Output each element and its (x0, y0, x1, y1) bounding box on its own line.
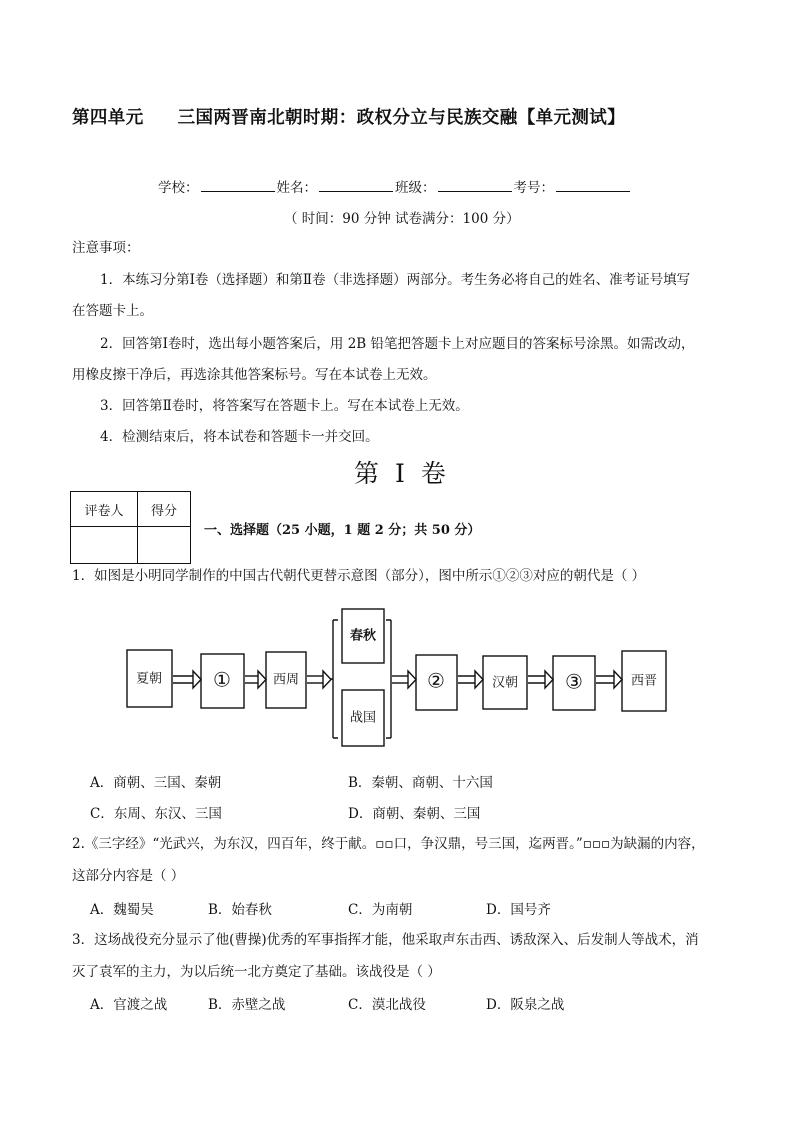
q2-option-c[interactable]: C．为南朝 (348, 902, 413, 918)
number-label: 考号： (513, 180, 554, 196)
note-3: 3．回答第Ⅱ卷时，将答案写在答题卡上。写在本试卷上无效。 (100, 398, 469, 414)
note-1a: 1．本练习分第Ⅰ卷（选择题）和第Ⅱ卷（非选择题）两部分。考生务必将自己的姓名、准考证号填写 (100, 272, 691, 288)
q1-option-d[interactable]: D．商朝、秦朝、三国 (348, 806, 481, 822)
school-label: 学校： (158, 180, 199, 196)
arrow-6 (528, 671, 553, 688)
q3-option-c[interactable]: C．漠北战役 (348, 997, 426, 1013)
label-xizhou: 西周 (272, 672, 300, 688)
q1-option-c[interactable]: C．东周、东汉、三国 (90, 806, 222, 822)
arrow-2 (245, 671, 266, 688)
note-4: 4．检测结束后，将本试卷和答题卡一并交回。 (100, 429, 379, 445)
arrow-7 (596, 671, 622, 688)
label-han: 汉朝 (491, 675, 519, 691)
q2-stem-b: 这部分内容是（ ） (72, 868, 185, 884)
label-circle-1: ① (213, 667, 231, 692)
notes-title: 注意事项： (72, 240, 140, 256)
q3-stem-a: 3．这场战役充分显示了他(曹操)优秀的军事指挥才能，他采取声东击西、诱敌深入、后发制人等战术，消 (72, 932, 699, 948)
class-label: 班级： (395, 180, 436, 196)
q3-option-d[interactable]: D．阪泉之战 (486, 997, 565, 1013)
arrow-5 (458, 671, 483, 688)
q2-option-a[interactable]: A．魏蜀吴 (90, 902, 154, 918)
grader-header: 评卷人 (71, 492, 138, 527)
section-title: 一、选择题（25 小题，1 题 2 分；共 50 分） (204, 523, 481, 538)
note-2b: 用橡皮擦干净后，再选涂其他答案标号。写在本试卷上无效。 (72, 367, 437, 383)
q1-option-b[interactable]: B．秦朝、商朝、十六国 (348, 775, 493, 791)
q2-option-d[interactable]: D．国号齐 (486, 902, 551, 918)
q1-stem: 1．如图是小明同学制作的中国古代朝代更替示意图（部分），图中所示①②③对应的朝代是（ ） (72, 568, 646, 584)
exam-time: （ 时间：90 分钟 试卷满分：100 分） (284, 211, 520, 227)
note-2a: 2．回答第Ⅰ卷时，选出每小题答案后，用 2B 铅笔把答题卡上对应题目的答案标号涂黑。如需改动， (100, 336, 695, 352)
q2-stem-a: 2.《三字经》“光武兴，为东汉，四百年，终于献。▫▫口，争汉鼎，号三国，迄两晋。”▫▫▫为缺漏的内容， (72, 836, 705, 852)
label-xijin: 西晋 (630, 673, 658, 689)
q3-stem-b: 灭了袁军的主力，为以后统一北方奠定了基础。该战役是（ ） (72, 964, 441, 980)
q2-option-b[interactable]: B．始春秋 (208, 902, 272, 918)
arrow-1 (173, 671, 201, 688)
q1-option-a[interactable]: A．商朝、三国、秦朝 (90, 775, 222, 791)
label-zhanguo: 战国 (349, 710, 377, 726)
label-chunqiu: 春秋 (349, 628, 377, 644)
bracket-right (386, 620, 391, 738)
q3-option-b[interactable]: B．赤壁之战 (208, 997, 286, 1013)
q3-option-a[interactable]: A．官渡之战 (90, 997, 168, 1013)
name-label: 姓名： (276, 180, 317, 196)
arrow-4 (392, 671, 416, 688)
unit-label: 第四单元 (72, 108, 144, 128)
score-header: 得分 (138, 492, 191, 527)
volume-title: 第 I 卷 (354, 459, 450, 488)
arrow-3 (307, 671, 331, 688)
label-circle-2: ② (427, 668, 445, 693)
label-circle-3: ③ (565, 669, 583, 694)
note-1b: 在答题卡上。 (72, 303, 153, 319)
label-xia: 夏朝 (135, 671, 163, 687)
unit-title: 三国两晋南北朝时期：政权分立与民族交融【单元测试】 (177, 108, 626, 128)
